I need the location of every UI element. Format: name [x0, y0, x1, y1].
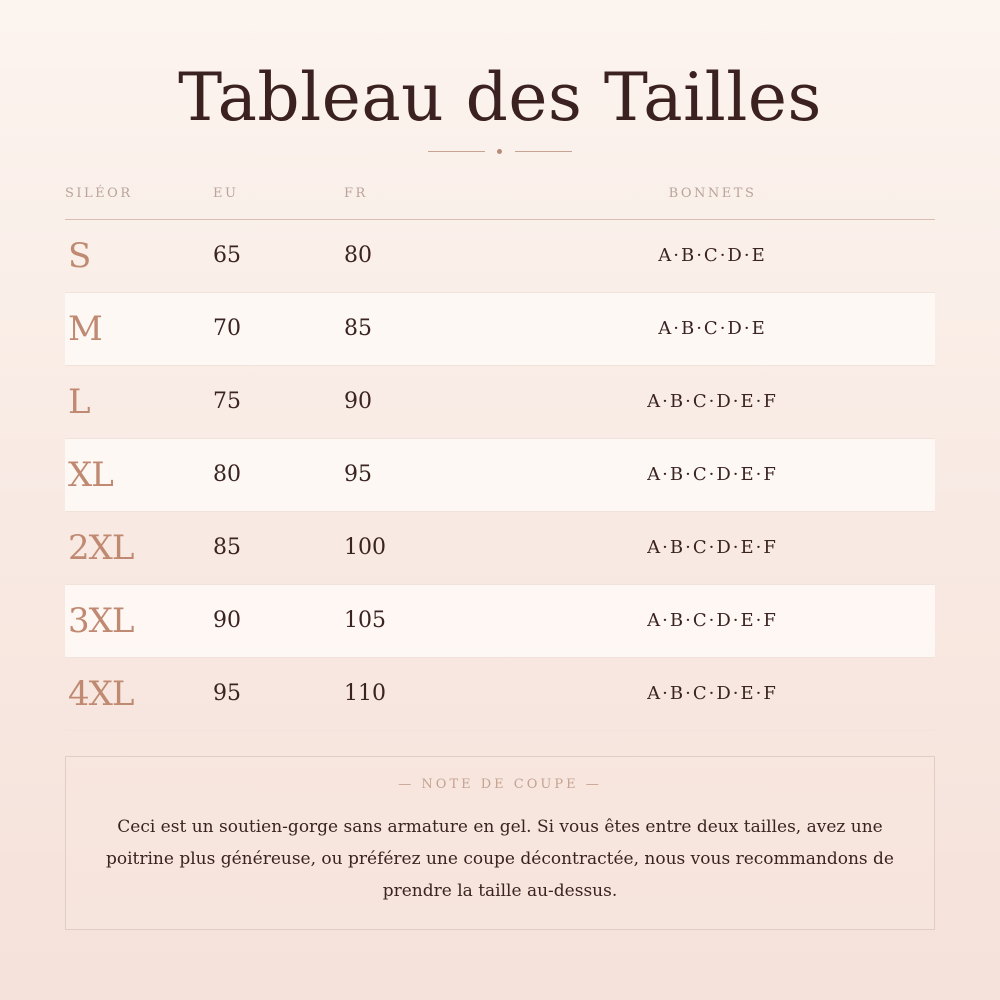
eu-cell: 85	[213, 535, 241, 560]
size-cell: L	[68, 382, 90, 422]
header-cups: BONNETS	[668, 186, 757, 201]
title-ornament	[428, 146, 572, 158]
cups-cell: A·B·C·D·E·F	[647, 610, 778, 631]
fit-note-text: Ceci est un soutien-gorge sans armature en gel. Si vous êtes entre deux tailles, avez une poitrine plus généreuse, ou préférez une coupe décontractée, nous vous recommandons de prendre la taille au-dessus.	[105, 817, 894, 901]
eu-cell: 95	[213, 681, 241, 706]
size-cell: S	[68, 236, 91, 276]
fr-cell: 105	[344, 608, 386, 633]
eu-cell: 65	[213, 243, 241, 268]
size-cell: 3XL	[68, 601, 134, 641]
table-header	[65, 170, 935, 220]
cups-cell: A·B·C·D·E	[658, 245, 767, 266]
size-cell: XL	[68, 455, 113, 495]
ornament-line-left	[428, 151, 485, 152]
size-cell: 2XL	[68, 528, 134, 568]
table-row	[65, 512, 935, 585]
fit-note-box	[65, 756, 935, 930]
ornament-dot	[497, 149, 502, 154]
table-row	[65, 658, 935, 731]
table-row	[65, 585, 935, 658]
fr-cell: 90	[344, 389, 372, 414]
fit-note-label: — NOTE DE COUPE —	[398, 777, 602, 792]
size-chart-table	[65, 170, 935, 731]
fr-cell: 80	[344, 243, 372, 268]
header-size: SILÉOR	[65, 186, 133, 201]
header-eu: EU	[213, 186, 239, 201]
table-row	[65, 439, 935, 512]
eu-cell: 90	[213, 608, 241, 633]
cups-cell: A·B·C·D·E	[658, 318, 767, 339]
table-row	[65, 293, 935, 366]
fr-cell: 100	[344, 535, 386, 560]
size-cell: 4XL	[68, 674, 134, 714]
fr-cell: 85	[344, 316, 372, 341]
ornament-line-right	[515, 151, 572, 152]
table-row	[65, 220, 935, 293]
table-body	[65, 220, 935, 731]
size-cell: M	[68, 309, 102, 349]
eu-cell: 70	[213, 316, 241, 341]
cups-cell: A·B·C·D·E·F	[647, 683, 778, 704]
cups-cell: A·B·C·D·E·F	[647, 464, 778, 485]
eu-cell: 80	[213, 462, 241, 487]
table-row	[65, 366, 935, 439]
header-fr: FR	[344, 186, 368, 201]
cups-cell: A·B·C·D·E·F	[647, 391, 778, 412]
page-title: Tableau des Tailles	[178, 59, 822, 136]
cups-cell: A·B·C·D·E·F	[647, 537, 778, 558]
fr-cell: 110	[344, 681, 386, 706]
fr-cell: 95	[344, 462, 372, 487]
eu-cell: 75	[213, 389, 241, 414]
